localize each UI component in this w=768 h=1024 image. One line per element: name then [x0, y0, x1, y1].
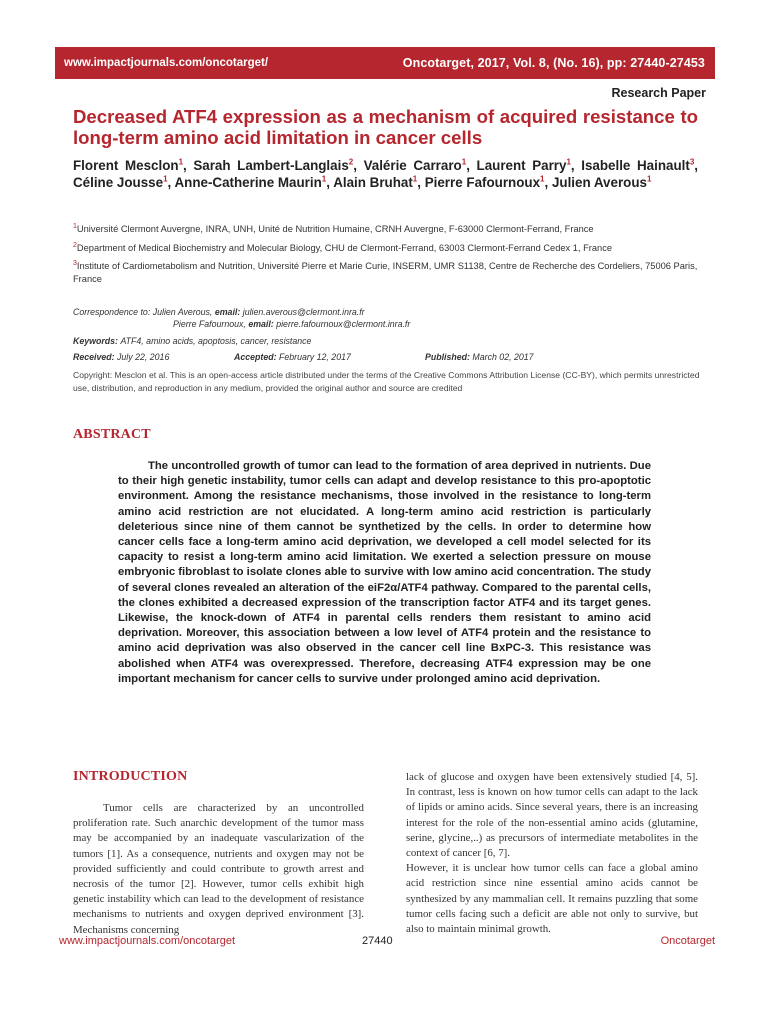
paper-type-label: Research Paper: [611, 86, 706, 100]
correspondence-email-2[interactable]: pierre.fafournoux@clermont.inra.fr: [276, 319, 411, 329]
keywords-block: [73, 335, 698, 347]
author-affiliation-marker: 1: [178, 157, 184, 167]
author-name: Valérie Carraro: [363, 158, 462, 173]
affiliation-text: Université Clermont Auvergne, INRA, UNH, Unité de Nutrition Humaine, CRNH Auvergne, F-63000 Clermont-Ferrand, France: [76, 224, 594, 234]
keywords-text: ATF4, amino acids, apoptosis, cancer, resistance: [120, 336, 312, 346]
affiliation-text: Department of Medical Biochemistry and Molecular Biology, CHU de Clermont-Ferrand, 63003 Clermont-Ferrand Cedex 1, France: [76, 242, 613, 253]
correspondence-block: [73, 306, 698, 330]
email-label-1: email:: [214, 307, 241, 317]
author-name: Florent Mesclon: [73, 158, 179, 173]
author-affiliation-marker: 1: [646, 174, 652, 184]
abstract-text: The uncontrolled growth of tumor can lead to the formation of area deprived in nutrients. Due to their high genetic instability, tumor cells can adapt and develop resistance to this pro-apoptotic environment. Among the resistance mechanisms, those involved in the resistance to long-term amino acid restriction are not elucidated. A long-term amino acid restriction is particularly deleterious since nine of them cannot be synthetized by the cells. In order to determine how cancer cells face a long-term amino acid deprivation, we developed a cell model selected for its capacity to resist a long-term amino acid limitation. We exerted a selection pressure on mouse embryonic fibroblast to isolate clones able to survive with low amino acid concentration. The study of several clones revealed an alteration of the eiF2α/ATF4 pathway. Compared to the parental cells, the clones exhibited a decreased expression of the transcription factor ATF4 and its target genes. Likewise, the knock-down of ATF4 in parental cells renders them resistant to amino acid deprivation. Moreover, this association between a low level of ATF4 protein and the resistance to amino acid deprivation was also observed in the cancer cell line BxPC-3. This resistance was abolished when ATF4 was overexpressed. Therefore, decreasing ATF4 expression may be one important mechanism for cancer cells to survive under prolonged amino acid deprivation.: [118, 460, 651, 685]
journal-citation: Oncotarget, 2017, Vol. 8, (No. 16), pp: 27440-27453: [402, 56, 705, 70]
intro-continuation-paragraph: lack of glucose and oxygen have been extensively studied [4, 5]. In contrast, less is known on how tumor cells can adapt to the lack of lipids or amino acids. Since several years, there is an increasing interest for the role of the non-essential amino acids (glutamine, serine, glycine,..) as precursors of intermediate metabolites in the context of cancer [6, 7].: [406, 771, 698, 860]
introduction-left-column: Tumor cells are characterized by an uncontrolled proliferation rate. Such anarchic development of the tumor mass may be accompanied by an inadequate vascularization of the tumors [1]. As a consequence, nutrients and oxygen may not be provided sufficiently and could contribute to growth arrest and necrosis of the tumor [2]. However, tumor cells exhibit high genetic instability which can lead to the development of resistance mechanisms to nutrients and oxygen deprived environment [3]. Mechanisms concerning: [73, 802, 364, 936]
journal-url-link[interactable]: www.impactjournals.com/oncotarget/: [64, 57, 269, 69]
affiliation-marker: 3: [73, 259, 77, 267]
published-date: Published: March 02, 2017: [425, 352, 534, 362]
author-affiliation-marker: 1: [461, 157, 467, 167]
affiliation-item: [73, 260, 698, 285]
page-number: 27440: [362, 935, 393, 947]
correspondence-label: Correspondence to:: [73, 307, 151, 317]
author-name: Julien Averous: [551, 175, 647, 190]
affiliation-item: [73, 223, 698, 236]
introduction-heading: INTRODUCTION: [73, 769, 188, 784]
abstract-heading: ABSTRACT: [73, 427, 151, 442]
author-affiliation-marker: 1: [566, 157, 571, 167]
affiliation-item: [73, 242, 698, 255]
copyright-notice: Copyright: Mesclon et al. This is an open-access article distributed under the terms of the Creative Commons Attribution License (CC-BY), which permits unrestricted use, distribution, and reproduction in any medium, provided the original author and source are credited: [73, 370, 700, 393]
correspondence-name-1: Julien Averous,: [152, 307, 213, 317]
author-affiliation-marker: 2: [348, 157, 354, 167]
email-label-2: email:: [248, 319, 274, 329]
affiliation-list: [73, 223, 698, 291]
author-list: Florent Mesclon$^1$, Sarah Lambert-Langlais$^2$, Valérie Carraro$^1$, Laurent Parry$^1$, Isabelle Hainault$^3$, Céline Jousse$^1$, Anne-Catherine Maurin$^1$, Alain Bruhat$^1$, Pierre Fafournoux$^1$, Julien Averous$^1$: [73, 157, 698, 190]
author-name: Anne-Catherine Maurin: [174, 175, 322, 190]
author-affiliation-marker: 1: [321, 174, 327, 184]
intro-paragraph: However, it is unclear how tumor cells can face a global amino acid restriction since nine essential amino acids cannot be synthesized by any mammalian cell. It remains puzzling that some tumor cells facing such a deficit are able not only to survive, but also to maintain minimal growth.: [406, 862, 698, 936]
footer-url-link[interactable]: www.impactjournals.com/oncotarget: [59, 935, 236, 947]
author-affiliation-marker: 1: [540, 174, 545, 184]
author-name: Alain Bruhat: [333, 175, 413, 190]
affiliation-marker: 1: [73, 222, 77, 230]
keywords-label: Keywords:: [73, 336, 118, 346]
received-date: Received: July 22, 2016: [73, 352, 170, 362]
author-name: Pierre Fafournoux: [424, 175, 541, 190]
correspondence-email-1[interactable]: julien.averous@clermont.inra.fr: [242, 307, 365, 317]
author-name: Sarah Lambert-Langlais: [193, 158, 349, 173]
affiliation-marker: 2: [73, 241, 77, 249]
author-affiliation-marker: 1: [412, 174, 418, 184]
author-name: Laurent Parry: [476, 158, 567, 173]
journal-header-bar: [55, 47, 715, 79]
author-name: Isabelle Hainault: [581, 158, 690, 173]
footer-journal-name: Oncotarget: [660, 935, 715, 947]
author-affiliation-marker: 3: [689, 157, 695, 167]
correspondence-name-2: Pierre Fafournoux,: [173, 319, 246, 329]
paper-title: Decreased ATF4 expression as a mechanism of acquired resistance to long-term amino acid limitation in cancer cells: [73, 106, 698, 148]
affiliation-text: Institute of Cardiometabolism and Nutrition, Université Pierre et Marie Curie, INSERM, UMR S1138, Centre de Recherche des Cordeliers, 75006 Paris, France: [73, 261, 698, 284]
author-affiliation-marker: 1: [163, 174, 168, 184]
author-name: Céline Jousse: [73, 175, 164, 190]
introduction-right-column: [406, 770, 698, 937]
accepted-date: Accepted: February 12, 2017: [234, 352, 351, 362]
